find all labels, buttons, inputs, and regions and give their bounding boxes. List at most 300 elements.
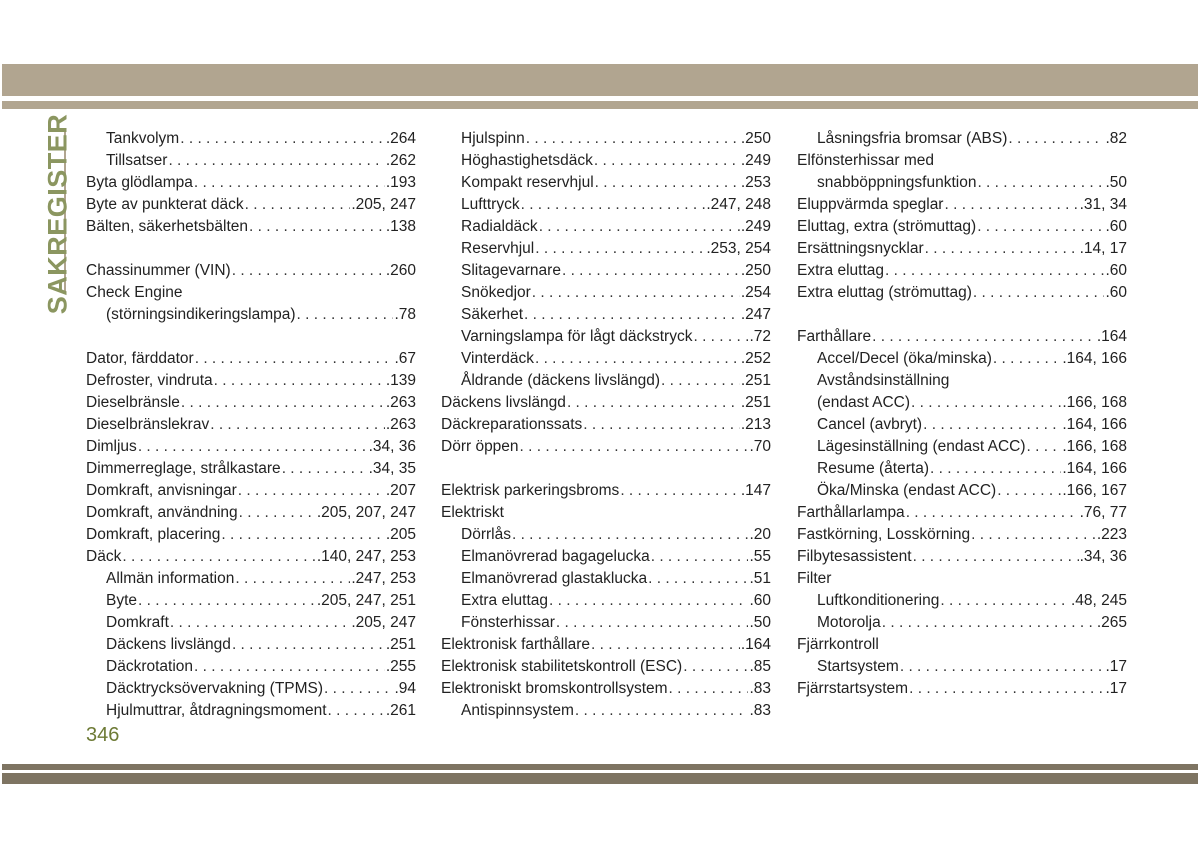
index-term: Elektronisk stabilitetskontroll (ESC)	[441, 658, 683, 675]
index-entry	[441, 502, 771, 524]
index-page-refs: .164, 166	[1062, 460, 1127, 477]
index-term: Hjulspinn	[461, 130, 525, 147]
index-page-refs: .70	[749, 438, 771, 455]
index-subentry	[86, 590, 416, 612]
index-entry	[86, 502, 416, 524]
index-subentry	[86, 678, 416, 700]
dot-leader	[882, 612, 1096, 634]
dot-leader	[210, 414, 385, 436]
index-subentry	[86, 304, 416, 326]
index-page-refs: .205, 247	[351, 196, 416, 213]
index-page-refs: .72	[749, 328, 771, 345]
index-entry	[86, 348, 416, 370]
dot-leader	[693, 326, 748, 348]
index-term: Avståndsinställning	[817, 372, 950, 389]
dot-leader	[238, 480, 385, 502]
index-term: Dimljus	[86, 438, 137, 455]
index-subentry	[441, 568, 771, 590]
dot-leader	[168, 150, 384, 172]
index-term: Däcktrycksövervakning (TPMS)	[106, 680, 324, 697]
index-term: Defroster, vindruta	[86, 372, 213, 389]
dot-leader	[297, 304, 394, 326]
dot-leader	[195, 348, 394, 370]
index-subentry	[797, 370, 1127, 392]
index-page-refs: .138	[385, 218, 416, 235]
index-entry	[797, 678, 1127, 700]
index-subentry	[86, 128, 416, 150]
dot-leader	[683, 656, 748, 678]
index-page-refs: .67	[394, 350, 416, 367]
index-term: Ersättningsnycklar	[797, 240, 924, 257]
dot-leader	[973, 282, 1105, 304]
index-term: Lufttryck	[461, 196, 520, 213]
index-term: Vinterdäck	[461, 350, 534, 367]
index-page-refs: .48, 245	[1070, 592, 1127, 609]
index-page-refs: .265	[1096, 614, 1127, 631]
index-term: Elmanövrerad glastaklucka	[461, 570, 648, 587]
dot-leader	[977, 216, 1104, 238]
index-term: Däckens livslängd	[441, 394, 566, 411]
index-term: Resume (återta)	[817, 460, 929, 477]
side-title: SAKREGISTER	[42, 113, 73, 315]
dot-leader	[512, 524, 748, 546]
index-entry	[797, 634, 1127, 656]
dot-leader	[993, 348, 1061, 370]
index-page-refs: .83	[749, 702, 771, 719]
index-subentry	[441, 194, 771, 216]
index-term: Motorolja	[817, 614, 881, 631]
dot-leader	[239, 502, 316, 524]
index-entry	[797, 194, 1127, 216]
index-page-refs: .20	[749, 526, 771, 543]
index-spacer	[86, 238, 416, 260]
index-entry	[86, 216, 416, 238]
index-term: Dieselbränsle	[86, 394, 180, 411]
index-page-refs: .247, 248	[706, 196, 771, 213]
index-page-refs: .255	[385, 658, 416, 675]
index-page-refs: .251	[740, 394, 771, 411]
index-entry	[86, 392, 416, 414]
dot-leader	[535, 238, 705, 260]
dot-leader	[122, 546, 316, 568]
index-term: Slitagevarnare	[461, 262, 561, 279]
index-page-refs: .247	[740, 306, 771, 323]
index-term: Accel/Decel (öka/minska)	[817, 350, 992, 367]
index-subentry	[441, 326, 771, 348]
index-subentry	[441, 590, 771, 612]
index-term: Kompakt reservhjul	[461, 174, 594, 191]
index-column-3	[797, 128, 1127, 700]
dot-leader	[214, 370, 385, 392]
index-term: Snökedjor	[461, 284, 531, 301]
dot-leader	[282, 458, 368, 480]
dot-leader	[232, 634, 385, 656]
index-page-refs: .60	[1105, 262, 1127, 279]
index-page-refs: .34, 35	[368, 460, 416, 477]
index-subentry	[797, 656, 1127, 678]
index-term: Farthållare	[797, 328, 872, 345]
dot-leader	[885, 260, 1104, 282]
index-subentry	[441, 370, 771, 392]
dot-leader	[524, 304, 740, 326]
index-page-refs: .139	[385, 372, 416, 389]
index-entry	[441, 678, 771, 700]
index-term: Säkerhet	[461, 306, 524, 323]
dot-leader	[245, 194, 351, 216]
index-subentry	[797, 436, 1127, 458]
dot-leader	[872, 326, 1096, 348]
dot-leader	[520, 436, 749, 458]
dot-leader	[911, 392, 1061, 414]
index-term: Däckreparationssats	[441, 416, 583, 433]
index-page-refs: .55	[749, 548, 771, 565]
index-subentry	[797, 128, 1127, 150]
dot-leader	[194, 656, 385, 678]
index-term: Dimmerreglage, strålkastare	[86, 460, 281, 477]
index-page-refs: .205, 247, 251	[316, 592, 416, 609]
index-page-refs: .50	[749, 614, 771, 631]
index-page-refs: .252	[740, 350, 771, 367]
index-term: snabböppningsfunktion	[817, 174, 977, 191]
index-entry	[797, 282, 1127, 304]
index-term: Antispinnsystem	[461, 702, 574, 719]
index-page-refs: .223	[1096, 526, 1127, 543]
dot-leader	[539, 216, 740, 238]
index-term: Hjulmuttrar, åtdragningsmoment	[106, 702, 327, 719]
dot-leader	[221, 524, 384, 546]
dot-leader	[1027, 436, 1062, 458]
index-subentry	[441, 216, 771, 238]
index-page-refs: .260	[385, 262, 416, 279]
dot-leader	[575, 700, 749, 722]
index-term: Domkraft, anvisningar	[86, 482, 237, 499]
index-subentry	[441, 546, 771, 568]
index-entry	[797, 260, 1127, 282]
index-page-refs: .250	[740, 130, 771, 147]
index-page-refs: .253	[740, 174, 771, 191]
dot-leader	[556, 612, 749, 634]
dot-leader	[328, 700, 385, 722]
index-subentry	[797, 172, 1127, 194]
dot-leader	[180, 128, 385, 150]
dot-leader	[235, 568, 350, 590]
index-page-refs: .213	[740, 416, 771, 433]
index-page-refs: .207	[385, 482, 416, 499]
index-term: Dörr öppen	[441, 438, 519, 455]
index-entry	[797, 502, 1127, 524]
index-page-refs: .78	[394, 306, 416, 323]
index-term: Fjärrkontroll	[797, 636, 879, 653]
dot-leader	[620, 480, 740, 502]
index-subentry	[441, 524, 771, 546]
index-term: Eluppvärmda speglar	[797, 196, 944, 213]
index-page-refs: .193	[385, 174, 416, 191]
index-subentry	[441, 150, 771, 172]
index-page-refs: .253, 254	[706, 240, 771, 257]
index-subentry	[86, 612, 416, 634]
dot-leader	[181, 392, 385, 414]
index-page-refs: .247, 253	[351, 570, 416, 587]
index-term: Check Engine	[86, 284, 183, 301]
index-term: Elektriskt	[441, 504, 504, 521]
index-term: Bälten, säkerhetsbälten	[86, 218, 248, 235]
dot-leader	[594, 150, 740, 172]
index-page-refs: .251	[740, 372, 771, 389]
dot-leader	[170, 612, 350, 634]
index-term: Reservhjul	[461, 240, 535, 257]
index-subentry	[797, 612, 1127, 634]
index-term: Däckens livslängd	[106, 636, 231, 653]
dot-leader	[940, 590, 1070, 612]
index-page-refs: .164	[1096, 328, 1127, 345]
index-page-refs: .85	[749, 658, 771, 675]
index-entry	[86, 414, 416, 436]
index-page-refs: .50	[1105, 174, 1127, 191]
index-term: Dator, färddator	[86, 350, 194, 367]
header-rule	[2, 101, 1198, 109]
index-entry	[86, 458, 416, 480]
index-page-refs: .31, 34	[1079, 196, 1127, 213]
page-number: 346	[86, 724, 120, 746]
footer-band	[2, 773, 1198, 784]
footer-rule	[2, 764, 1198, 770]
index-column-2	[441, 128, 771, 722]
index-term: Elektroniskt bromskontrollsystem	[441, 680, 668, 697]
index-page-refs: .249	[740, 152, 771, 169]
index-page-refs: .205, 207, 247	[316, 504, 416, 521]
dot-leader	[549, 590, 748, 612]
index-term: Radialdäck	[461, 218, 538, 235]
index-term: Elektronisk farthållare	[441, 636, 591, 653]
index-page-refs: .17	[1105, 680, 1127, 697]
dot-leader	[138, 436, 368, 458]
index-entry	[797, 150, 1127, 172]
dot-leader	[925, 238, 1079, 260]
index-term: Domkraft, placering	[86, 526, 221, 543]
index-page-refs: .17	[1105, 658, 1127, 675]
index-term: Luftkonditionering	[817, 592, 940, 609]
index-term: Filter	[797, 570, 832, 587]
dot-leader	[661, 370, 740, 392]
index-entry	[86, 260, 416, 282]
index-term: Låsningsfria bromsar (ABS)	[817, 130, 1008, 147]
index-term: Fönsterhissar	[461, 614, 555, 631]
index-term: Extra eluttag	[797, 262, 885, 279]
index-term: Elfönsterhissar med	[797, 152, 934, 169]
index-term: Dörrlås	[461, 526, 511, 543]
index-page-refs: .164, 166	[1062, 416, 1127, 433]
index-page-refs: .166, 168	[1062, 394, 1127, 411]
index-entry	[797, 546, 1127, 568]
index-entry	[86, 172, 416, 194]
index-entry	[441, 436, 771, 458]
index-spacer	[86, 326, 416, 348]
index-term: Farthållarlampa	[797, 504, 905, 521]
index-term: Öka/Minska (endast ACC)	[817, 482, 997, 499]
index-term: Elmanövrerad bagagelucka	[461, 548, 650, 565]
index-term: Domkraft	[106, 614, 169, 631]
index-column-1	[86, 128, 416, 722]
index-subentry	[797, 414, 1127, 436]
dot-leader	[595, 172, 740, 194]
index-page-refs: .34, 36	[1079, 548, 1127, 565]
index-subentry	[441, 128, 771, 150]
index-term: Fastkörning, Losskörning	[797, 526, 971, 543]
index-subentry	[86, 150, 416, 172]
index-entry	[797, 326, 1127, 348]
index-subentry	[797, 480, 1127, 502]
dot-leader	[909, 678, 1104, 700]
index-page-refs: .166, 167	[1062, 482, 1127, 499]
index-term: Startsystem	[817, 658, 899, 675]
index-subentry	[86, 634, 416, 656]
index-subentry	[797, 348, 1127, 370]
dot-leader	[232, 260, 385, 282]
index-term: Däck	[86, 548, 122, 565]
index-term: Byte	[106, 592, 138, 609]
dot-leader	[138, 590, 316, 612]
index-page-refs: .34, 36	[368, 438, 416, 455]
index-page-refs: .51	[749, 570, 771, 587]
index-entry	[797, 524, 1127, 546]
index-subentry	[86, 656, 416, 678]
dot-leader	[532, 282, 740, 304]
index-page-refs: .140, 247, 253	[316, 548, 416, 565]
index-entry	[797, 568, 1127, 590]
dot-leader	[971, 524, 1096, 546]
index-page-refs: .205, 247	[351, 614, 416, 631]
dot-leader	[567, 392, 740, 414]
index-page-refs: .205	[385, 526, 416, 543]
index-entry	[797, 238, 1127, 260]
index-term: Byta glödlampa	[86, 174, 193, 191]
index-page-refs: .263	[385, 416, 416, 433]
index-page-refs: .249	[740, 218, 771, 235]
dot-leader	[648, 568, 748, 590]
dot-leader	[249, 216, 385, 238]
index-page-refs: .254	[740, 284, 771, 301]
index-page-refs: .251	[385, 636, 416, 653]
index-subentry	[441, 304, 771, 326]
index-subentry	[86, 700, 416, 722]
index-entry	[86, 370, 416, 392]
index-term: Fjärrstartsystem	[797, 680, 909, 697]
dot-leader	[194, 172, 385, 194]
dot-leader	[669, 678, 749, 700]
index-page-refs: .94	[394, 680, 416, 697]
index-entry	[441, 414, 771, 436]
index-page-refs: .60	[749, 592, 771, 609]
dot-leader	[591, 634, 740, 656]
index-term: Däckrotation	[106, 658, 194, 675]
index-entry	[441, 480, 771, 502]
dot-leader	[521, 194, 706, 216]
index-page-refs: .147	[740, 482, 771, 499]
index-page-refs: .166, 168	[1062, 438, 1127, 455]
index-page-refs: .262	[385, 152, 416, 169]
dot-leader	[324, 678, 393, 700]
index-page-refs: .264	[385, 130, 416, 147]
index-term: Lägesinställning (endast ACC)	[817, 438, 1026, 455]
index-term: Domkraft, användning	[86, 504, 238, 521]
index-entry	[86, 436, 416, 458]
index-page-refs: .250	[740, 262, 771, 279]
index-subentry	[797, 458, 1127, 480]
index-term: Eluttag, extra (strömuttag)	[797, 218, 977, 235]
index-term: Tillsatser	[106, 152, 168, 169]
dot-leader	[562, 260, 740, 282]
index-page-refs: .82	[1105, 130, 1127, 147]
dot-leader	[913, 546, 1079, 568]
dot-leader	[906, 502, 1079, 524]
index-subentry	[441, 172, 771, 194]
index-entry	[441, 392, 771, 414]
index-page-refs: .60	[1105, 218, 1127, 235]
index-term: Extra eluttag (strömuttag)	[797, 284, 972, 301]
index-page-refs: .14, 17	[1079, 240, 1127, 257]
index-subentry	[441, 238, 771, 260]
index-entry	[797, 216, 1127, 238]
index-page-refs: .263	[385, 394, 416, 411]
index-term: Cancel (avbryt)	[817, 416, 923, 433]
dot-leader	[944, 194, 1078, 216]
index-entry	[86, 194, 416, 216]
index-subentry	[441, 612, 771, 634]
index-term: (störningsindikeringslampa)	[106, 306, 296, 323]
index-term: Filbytesassistent	[797, 548, 912, 565]
index-entry	[441, 656, 771, 678]
index-entry	[86, 524, 416, 546]
index-entry	[86, 480, 416, 502]
index-page-refs: .76, 77	[1079, 504, 1127, 521]
index-page-refs: .83	[749, 680, 771, 697]
index-page-refs: .60	[1105, 284, 1127, 301]
index-subentry	[441, 700, 771, 722]
index-subentry	[441, 282, 771, 304]
header-band	[2, 64, 1198, 96]
index-page-refs: .164	[740, 636, 771, 653]
index-page-refs: .261	[385, 702, 416, 719]
index-term: Åldrande (däckens livslängd)	[461, 372, 661, 389]
index-spacer	[441, 458, 771, 480]
dot-leader	[900, 656, 1105, 678]
index-entry	[441, 634, 771, 656]
dot-leader	[997, 480, 1061, 502]
dot-leader	[977, 172, 1104, 194]
dot-leader	[583, 414, 740, 436]
index-term: (endast ACC)	[817, 394, 911, 411]
index-entry	[86, 282, 416, 304]
index-term: Varningslampa för lågt däckstryck	[461, 328, 693, 345]
index-entry	[86, 546, 416, 568]
dot-leader	[526, 128, 740, 150]
index-spacer	[797, 304, 1127, 326]
index-term: Höghastighetsdäck	[461, 152, 593, 169]
dot-leader	[923, 414, 1061, 436]
index-subentry	[797, 392, 1127, 414]
index-term: Chassinummer (VIN)	[86, 262, 231, 279]
index-term: Elektrisk parkeringsbroms	[441, 482, 620, 499]
index-subentry	[797, 590, 1127, 612]
index-term: Byte av punkterat däck	[86, 196, 244, 213]
dot-leader	[651, 546, 749, 568]
dot-leader	[535, 348, 740, 370]
index-subentry	[441, 260, 771, 282]
dot-leader	[1008, 128, 1104, 150]
index-term: Dieselbränslekrav	[86, 416, 210, 433]
index-term: Extra eluttag	[461, 592, 549, 609]
index-page-refs: .164, 166	[1062, 350, 1127, 367]
